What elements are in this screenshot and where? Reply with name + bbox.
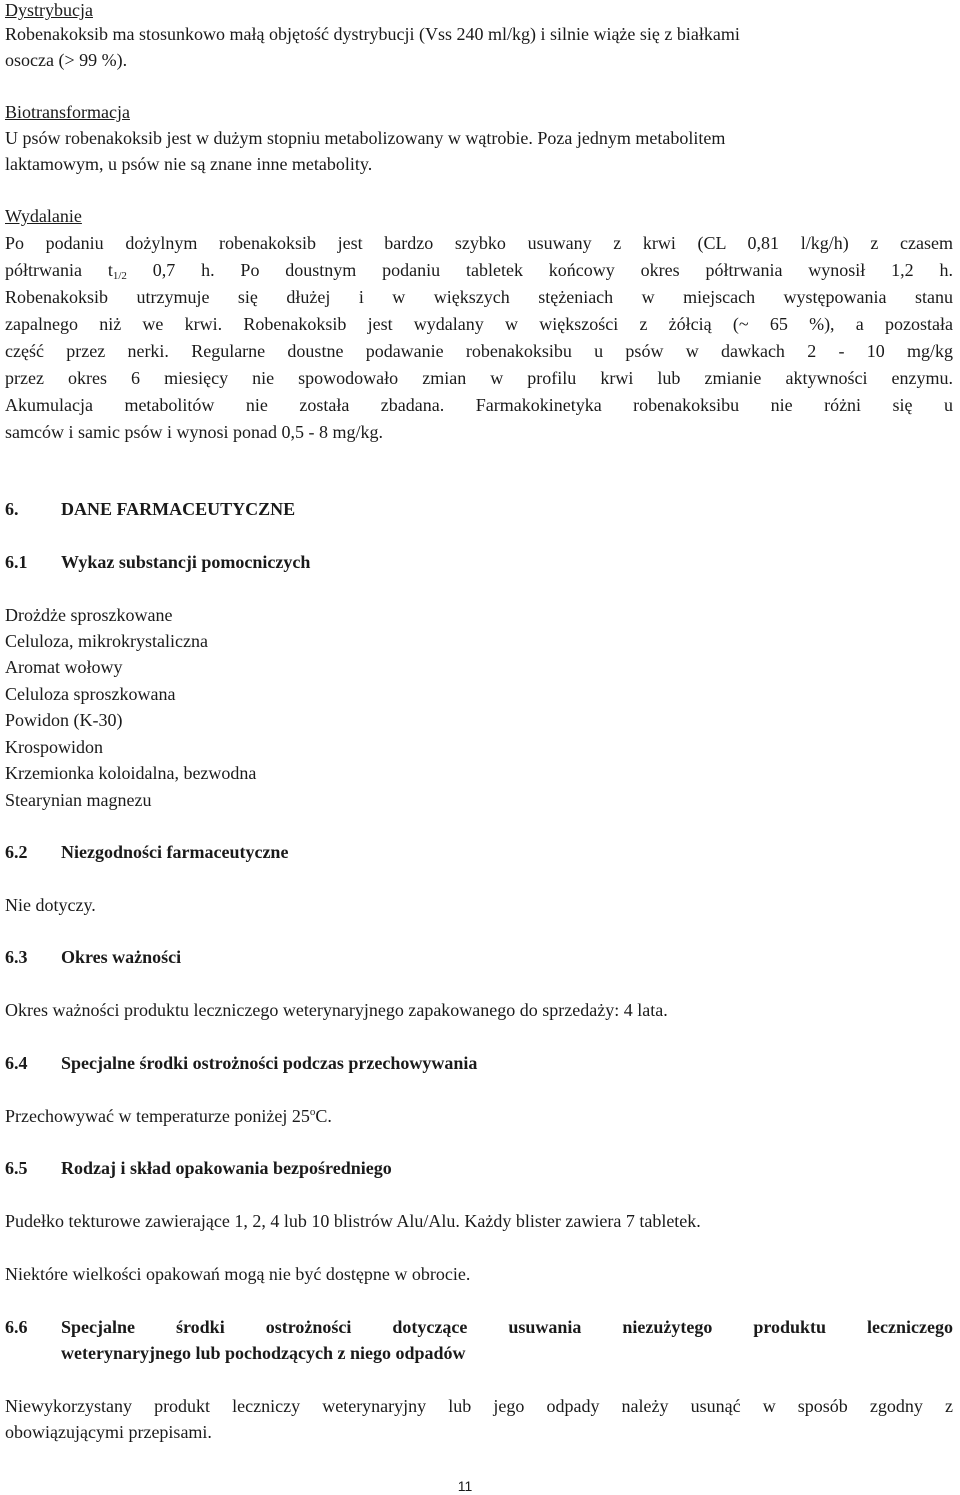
half-life-subscript: 1/2 bbox=[112, 270, 127, 280]
section-6-6-line-2: obowiązującymi przepisami. bbox=[5, 1422, 212, 1442]
section-6-4-heading bbox=[5, 1053, 477, 1073]
section-6-1-number: 6.1 bbox=[5, 552, 28, 572]
excipient-item: Celuloza sproszkowana bbox=[5, 684, 176, 704]
elimination-line-2-post: 0,7 h. Po doustnym podaniu tabletek końcowy okres półtrwania wynosił 1,2 h. bbox=[126, 260, 953, 280]
elimination-heading: Wydalanie bbox=[5, 206, 82, 226]
section-6-6-number: 6.6 bbox=[5, 1317, 28, 1337]
section-6-5-title: Rodzaj i skład opakowania bezpośredniego bbox=[61, 1158, 392, 1178]
section-6-6-title-line-1: Specjalne środki ostrożności dotyczące usuwania niezużytego produktu leczniczego bbox=[61, 1317, 953, 1337]
biotransformation-line-1: U psów robenakoksib jest w dużym stopniu metabolizowany w wątrobie. Poza jednym metabolitem bbox=[5, 128, 726, 148]
elimination-line-3: Robenakoksib utrzymuje się dłużej i w większych stężeniach w miejscach występowania stanu bbox=[5, 287, 953, 307]
storage-text-pre: Przechowywać w temperaturze poniżej 25 bbox=[5, 1106, 310, 1126]
storage-text-post: C. bbox=[315, 1106, 332, 1126]
elimination-line-5: część przez nerki. Regularne doustne podawanie robenakoksibu u psów w dawkach 2 - 10 mg/kg bbox=[5, 341, 953, 361]
elimination-line-1: Po podaniu dożylnym robenakoksib jest bardzo szybko usuwany z krwi (CL 0,81 l/kg/h) z czasem bbox=[5, 233, 953, 253]
biotransformation-heading: Biotransformacja bbox=[5, 102, 130, 122]
section-6-3-title: Okres ważności bbox=[61, 947, 182, 967]
section-6-4-number: 6.4 bbox=[5, 1053, 28, 1073]
section-6-4-text bbox=[5, 1106, 332, 1126]
section-6-number: 6. bbox=[5, 499, 19, 519]
section-6-2-text: Nie dotyczy. bbox=[5, 895, 96, 915]
section-6-3-heading bbox=[5, 947, 181, 967]
section-6-5-text-1: Pudełko tekturowe zawierające 1, 2, 4 lub 10 blistrów Alu/Alu. Każdy blister zawiera 7 tabletek. bbox=[5, 1211, 701, 1231]
distribution-heading: Dystrybucja bbox=[5, 0, 93, 20]
section-6-1-heading bbox=[5, 552, 310, 572]
distribution-line-2: osocza (> 99 %). bbox=[5, 50, 128, 70]
section-6-5-text-2: Niektóre wielkości opakowań mogą nie być dostępne w obrocie. bbox=[5, 1264, 471, 1284]
excipient-item: Celuloza, mikrokrystaliczna bbox=[5, 631, 208, 651]
section-6-4-title: Specjalne środki ostrożności podczas przechowywania bbox=[61, 1053, 478, 1073]
elimination-line-4: zapalnego niż we krwi. Robenakoksib jest wydalany w większości z żółcią (~ 65 %), a pozostała bbox=[5, 314, 953, 334]
section-6-2-heading bbox=[5, 842, 288, 862]
section-6-2-number: 6.2 bbox=[5, 842, 28, 862]
elimination-line-8: samców i samic psów i wynosi ponad 0,5 - 8 mg/kg. bbox=[5, 422, 383, 442]
degree-superscript: o bbox=[309, 1106, 316, 1118]
excipient-item: Krzemionka koloidalna, bezwodna bbox=[5, 763, 257, 783]
excipient-item: Stearynian magnezu bbox=[5, 790, 152, 810]
section-6-title: DANE FARMACEUTYCZNE bbox=[61, 499, 296, 519]
excipient-item: Krospowidon bbox=[5, 737, 103, 757]
section-6-6-title-line-2: weterynaryjnego lub pochodzących z niego odpadów bbox=[61, 1343, 466, 1363]
section-6-heading bbox=[5, 499, 295, 519]
elimination-line-7: Akumulacja metabolitów nie została zbadana. Farmakokinetyka robenakoksibu nie różni się u bbox=[5, 395, 953, 415]
elimination-line-6: przez okres 6 miesięcy nie spowodowało zmian w profilu krwi lub zmianie aktywności enzymu. bbox=[5, 368, 953, 388]
section-6-6-line-1: Niewykorzystany produkt leczniczy weterynaryjny lub jego odpady należy usunąć w sposób zgodny z bbox=[5, 1396, 953, 1416]
section-6-1-title: Wykaz substancji pomocniczych bbox=[61, 552, 311, 572]
biotransformation-line-2: laktamowym, u psów nie są znane inne metabolity. bbox=[5, 154, 373, 174]
excipient-item: Drożdże sproszkowane bbox=[5, 605, 173, 625]
excipient-item: Aromat wołowy bbox=[5, 657, 123, 677]
elimination-line-2 bbox=[5, 260, 953, 280]
section-6-2-title: Niezgodności farmaceutyczne bbox=[61, 842, 289, 862]
section-6-5-heading bbox=[5, 1158, 392, 1178]
elimination-line-2-pre: półtrwania t bbox=[5, 260, 113, 280]
section-6-5-number: 6.5 bbox=[5, 1158, 28, 1178]
distribution-line-1: Robenakoksib ma stosunkowo małą objętość dystrybucji (Vss 240 ml/kg) i silnie wiąże się z białkami bbox=[5, 24, 740, 44]
section-6-3-number: 6.3 bbox=[5, 947, 28, 967]
excipient-item: Powidon (K-30) bbox=[5, 710, 123, 730]
section-6-6-heading bbox=[5, 1317, 61, 1337]
section-6-3-text: Okres ważności produktu leczniczego weterynaryjnego zapakowanego do sprzedaży: 4 lata. bbox=[5, 1000, 668, 1020]
page-number: 11 bbox=[457, 1478, 473, 1494]
